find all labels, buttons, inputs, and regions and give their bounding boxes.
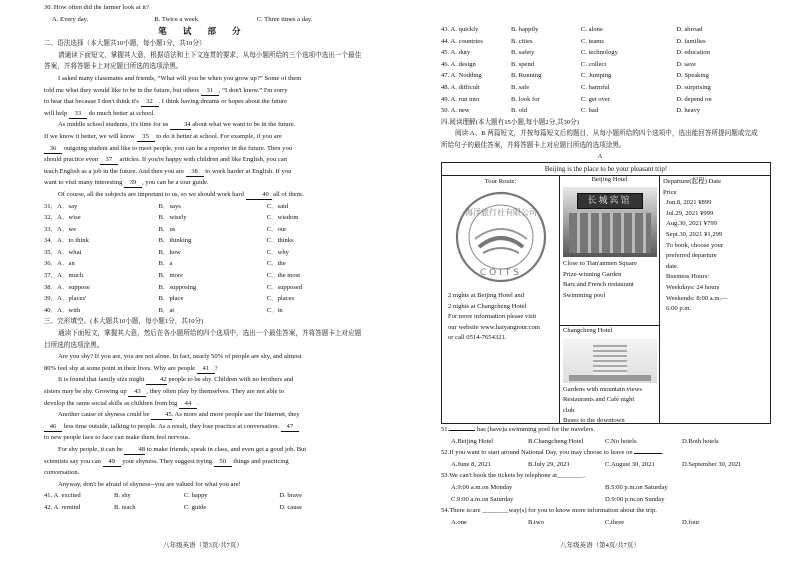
option-row <box>44 490 362 502</box>
option: 39．A．places' <box>44 295 87 303</box>
option: 44. A. countries <box>441 37 483 45</box>
text: to make friends, speak in class, and even get a good job. But <box>145 445 307 453</box>
changcheng-hotel-features <box>560 385 659 427</box>
option-row <box>44 201 362 213</box>
info-line: 2 nights at Beijing Hotel and <box>448 292 525 299</box>
text: less time outside, talking to people. As a result, they lose practice at conversation. <box>62 422 281 430</box>
info-line: 6:00 p.m. <box>666 305 692 313</box>
cloze-paragraph-4 <box>44 444 362 479</box>
option-row <box>441 24 759 36</box>
option: C. collect <box>580 60 607 68</box>
option: B．at <box>158 306 175 314</box>
option-row <box>44 305 362 317</box>
info-line: Prize-winning Garden <box>563 270 622 278</box>
text: articles. If you're happy with children and like English, you can <box>117 156 287 164</box>
section-title: 笔 试 部 分 <box>158 26 248 37</box>
info-line: Restaurants and Café night <box>563 396 635 404</box>
option: C. harmful <box>580 83 610 91</box>
paragraph-line <box>44 108 362 120</box>
part4-instructions: 阅读 A、B 两篇短文，并按每篇短文后的题目，从每小题所给的四个选项中，选出能回答所提问题或完成所给句子的最佳答案，并将答题卡上对应题目所选的选项涂黑。 <box>441 130 758 149</box>
answer-blank: 38 <box>186 167 204 177</box>
text: to do it better at school. For example, if you are <box>154 132 282 140</box>
option: B. safe <box>510 83 530 91</box>
answer-blank: 39 <box>124 178 142 188</box>
beijing-hotel-photo <box>563 187 657 257</box>
text: 51. <box>441 426 450 433</box>
option: D. surprising <box>676 83 711 91</box>
info-line: 2 nights at Changcheng Hotel <box>448 302 527 310</box>
option: B.July 29, 2021 <box>528 460 570 468</box>
answer-blank: 48 <box>124 445 145 455</box>
option-row <box>441 59 759 71</box>
option: 38．A．suppose <box>44 283 90 291</box>
paragraph-line <box>44 143 362 155</box>
tour-route-column <box>442 175 560 423</box>
text: scientists say you can <box>44 457 103 465</box>
paragraph-line <box>44 85 362 97</box>
departure-heading: Departure(起程) Date <box>663 178 722 185</box>
option: D.Both hotels <box>682 437 719 445</box>
option: 45. A. duty <box>441 49 471 57</box>
option: B. spend <box>510 60 535 68</box>
text: Another cause of shyness could be <box>58 411 152 419</box>
option: 37．A．much <box>44 272 84 280</box>
option: D. education <box>676 49 710 57</box>
answer-blank: 33 <box>69 109 87 119</box>
text: . <box>662 449 664 457</box>
changcheng-hotel-photo <box>563 339 657 383</box>
info-line: our website www.haiyangtour.com <box>448 323 540 331</box>
cloze-paragraph-3 <box>44 409 362 444</box>
option: B．says <box>158 202 181 210</box>
option-row <box>441 47 759 59</box>
option: C.No hotels <box>605 437 637 445</box>
option: 40．A．with <box>44 306 81 314</box>
text: develop the same social skills as children from big <box>44 399 179 407</box>
text: . As more and more people use the Internet, they <box>171 411 300 419</box>
option-row <box>441 94 759 106</box>
option-row <box>44 282 362 294</box>
q52-stem <box>441 447 759 459</box>
answer-blank: 41 <box>197 364 215 374</box>
option: A.9:00 a.m.on Monday <box>451 483 513 491</box>
option: 50. A. new <box>441 107 470 115</box>
price-list <box>663 198 769 240</box>
paragraph-line <box>44 177 362 189</box>
info-line: Bars and French restaurant <box>563 281 634 289</box>
option: C．the most <box>266 272 301 280</box>
q52-options <box>441 459 759 471</box>
option: C．said <box>266 202 289 210</box>
q53-options <box>441 494 759 506</box>
text: 52.If you want to start around National Day, you may choose to leave on <box>441 449 635 457</box>
text: do much better at school. <box>86 109 156 117</box>
departure-column <box>660 175 772 423</box>
option: B. teach <box>113 503 136 511</box>
text: If we know it better, we will know <box>44 132 137 140</box>
page-footer: 八年级英语（第4页/共7页） <box>560 542 640 550</box>
answer-blank: 35 <box>137 132 155 142</box>
option: B.two <box>528 518 544 526</box>
option-row <box>44 270 362 282</box>
text: 80% feel shy at some point in their lives. Why are people <box>44 364 197 372</box>
stamp-text: 海洋旅行社有限公司 <box>465 208 537 217</box>
text: . <box>196 399 199 407</box>
grammar-options <box>44 201 362 317</box>
text: teach English as a job in the future. And then you are <box>44 167 186 175</box>
info-line: Jul.29, 2021 ¥999 <box>666 209 714 217</box>
text: sisters may be shy. Growing up <box>44 388 129 395</box>
option: D. cause <box>279 503 302 511</box>
info-line: Swimming pool <box>563 291 606 299</box>
option-row <box>441 82 759 94</box>
text: Of course, all the subjects are important to us, so we should work hard <box>58 190 246 198</box>
option: C．wisdom <box>266 214 299 222</box>
option: A.one <box>451 518 467 526</box>
price-label: Price <box>663 188 677 196</box>
option: 47. A. Nodding <box>441 72 482 80</box>
info-line: Weekends: 8:00 a.m.— <box>666 294 728 302</box>
beijing-hotel-features <box>560 259 659 301</box>
paragraph-line <box>44 363 362 375</box>
text: to hear that because I don't think it's <box>44 98 141 106</box>
q54-stem: 54.There is/are ________way(s) for you to know more information about the trip. <box>441 507 657 515</box>
option: C．why <box>266 248 289 256</box>
text: will help <box>44 109 69 117</box>
q51-options <box>441 436 759 448</box>
cloze-paragraph-1 <box>44 351 362 374</box>
option: C．the <box>266 260 286 268</box>
text: ? <box>214 364 218 372</box>
answer-blank: 37 <box>100 155 118 165</box>
paragraph-line <box>44 73 362 85</box>
text: conversation. <box>44 469 80 477</box>
text: , they often play by themselves. They are not able to <box>146 388 285 395</box>
option: 33．A．we <box>44 225 77 233</box>
info-line: Business Hours: <box>666 273 710 281</box>
paragraph-line <box>44 444 362 456</box>
option: 31．A．say <box>44 202 78 210</box>
answer-blank: 32 <box>141 97 159 107</box>
paragraph-line <box>44 351 362 363</box>
option: C. Jumping <box>580 72 612 80</box>
answer-blank: 34 <box>170 120 191 130</box>
answer-blank: 36 <box>44 144 62 154</box>
text: For shy people, it can be <box>58 445 125 453</box>
changcheng-hotel-cell <box>560 325 659 427</box>
answer-blank: 50 <box>214 457 232 467</box>
option: B．a <box>158 260 173 268</box>
text: outgoing student and like to meet people, you can be a reporter in the future. Then you <box>62 144 293 152</box>
option: B.5:00 p.m.on Saturday <box>605 483 668 491</box>
q51-stem <box>441 424 759 436</box>
option: C．places <box>266 295 295 303</box>
paragraph-line <box>44 398 362 410</box>
option: 32．A．wise <box>44 214 81 222</box>
ad-title: Beijing is the place to be your pleasant trip! <box>442 163 770 176</box>
option: D.September 30, 2021 <box>682 460 742 468</box>
text: As middle school students, it's time for us <box>58 121 170 129</box>
option: C.August 30, 2021 <box>605 460 655 468</box>
info-line: Aug.30, 2021 ¥799 <box>666 220 717 228</box>
booking-info <box>663 241 769 273</box>
answer-blank <box>449 430 475 431</box>
option-row <box>44 224 362 236</box>
option: C. get over <box>580 95 611 103</box>
paragraph-line <box>44 374 362 386</box>
info-line: Sept.30, 2021 ¥1,299 <box>666 230 723 238</box>
option: C. bad <box>580 107 599 115</box>
text: Are you shy? If you are, you are not alone. In fact, nearly 50% of people are shy, and almost <box>58 353 302 361</box>
passage-label: A <box>597 152 603 160</box>
option-row <box>44 502 362 514</box>
paragraph-line <box>44 119 362 131</box>
text: to new people face to face can make them feel nervous. <box>44 434 191 442</box>
option: C. technology <box>580 49 618 57</box>
grammar-paragraph-1 <box>44 73 362 119</box>
option: D. save <box>676 60 697 68</box>
text: things and practicing <box>231 457 289 465</box>
option: C．thinks <box>266 237 294 245</box>
text: has (have)a swimming pool for the travelers. <box>475 426 595 433</box>
option: 35．A．what <box>44 248 82 256</box>
paragraph-line <box>44 154 362 166</box>
text: told me what they would like to be in the future, but others <box>44 86 201 94</box>
text: people to be shy. Children with no brothers and <box>166 376 294 384</box>
option-row <box>441 70 759 82</box>
text: your shyness. They suggest trying <box>120 457 214 465</box>
beijing-hotel-heading: Beijing Hotel <box>591 176 628 183</box>
text: should practice even <box>44 156 100 164</box>
option: D.9:00 p.m.on Sunday <box>605 495 665 503</box>
travel-advertisement <box>441 162 771 424</box>
q30-stem: 30. How often did the farmer look at it? <box>44 4 149 11</box>
text: all of them. <box>271 190 304 198</box>
text: , “I don't know.” I'm sorry <box>218 86 288 94</box>
text: want to visit many interesting <box>44 179 125 187</box>
info-line: Jun.8, 2021 ¥899 <box>666 199 712 207</box>
paragraph-line <box>44 421 362 433</box>
option: B．how <box>158 248 181 256</box>
option: 36．A．an <box>44 260 75 268</box>
cloze-paragraph-2 <box>44 374 362 409</box>
grammar-paragraph-3 <box>44 189 362 201</box>
paragraph-line <box>44 131 362 143</box>
answer-blank: 40 <box>246 190 272 200</box>
reading-questions <box>441 424 759 528</box>
option-row <box>441 105 759 117</box>
option: D. abroad <box>676 26 703 33</box>
answer-blank: 31 <box>201 86 219 96</box>
answer-blank: 47 <box>281 422 299 432</box>
option: D. depend on <box>676 95 712 103</box>
option-row <box>441 36 759 48</box>
option: B. Twice a week. <box>154 15 200 23</box>
option: B. happily <box>510 26 539 33</box>
info-line: Gardens with mountain views <box>563 385 642 393</box>
info-line: preferred departure <box>666 252 717 260</box>
option: B. look for <box>510 95 540 103</box>
option: B．more <box>158 272 184 280</box>
tour-route-heading: Tour Route: <box>484 178 517 185</box>
option: C.9:00 a.m.on Saturday <box>451 495 514 503</box>
option: C.three <box>605 518 625 526</box>
text: to work harder at English. If you <box>203 167 292 175</box>
info-line: Close to Tian'anmen Square <box>563 260 637 267</box>
part3-instructions: 通读下面短文，掌握其大意，然后在各小题所给的四个选项中，选出一个最佳答案，并将答题卡上对应题目所选的选项涂黑。 <box>44 330 362 349</box>
option: 41. A. excited <box>44 492 81 500</box>
answer-blank: 44 <box>179 399 197 409</box>
option: C. happy <box>183 492 208 500</box>
q53-stem: 53.We can't book the tickets by telephone at________. <box>441 472 586 480</box>
answer-blank: 42 <box>146 375 167 385</box>
option: D. families <box>676 37 706 45</box>
grammar-paragraph-2 <box>44 119 362 189</box>
info-line: or call 0514-7654321. <box>448 334 507 342</box>
option-row <box>44 235 362 247</box>
option: B. safety <box>510 49 535 57</box>
left-page <box>44 0 362 564</box>
part2-heading: 二、语法选择（本大题共10小题，每小题1分，共10分） <box>44 40 206 48</box>
info-line: Buses to the downtown <box>563 417 625 425</box>
option-row <box>44 258 362 270</box>
option: C. alone <box>580 26 603 33</box>
info-line: Weekdays: 24 hours <box>666 283 720 291</box>
part3-heading: 三、完形填空。(本大题共10小题，每小题1分，共10分) <box>44 318 204 326</box>
q54-options <box>441 517 759 529</box>
option: B. Running <box>510 72 542 80</box>
answer-blank <box>634 453 662 454</box>
cloze-paragraph-5: Anyway, don't be afraid of shyness--you are valued for what you are! <box>58 480 241 488</box>
answer-blank: 49 <box>103 457 121 467</box>
hotel-sign: 长城宾馆 <box>577 193 643 209</box>
paragraph-line <box>44 456 362 468</box>
paragraph-line <box>44 432 362 444</box>
part4-heading: 四.阅读理解(本大题有15小题,每小题2分,共30分) <box>441 118 579 126</box>
travel-agency-stamp <box>445 189 557 285</box>
text: I asked many classmates and friends, “What will you be when you grow up?” Some of them <box>58 74 302 82</box>
option: C．our <box>266 225 287 233</box>
option: B．thinking <box>158 237 192 245</box>
info-line: date. <box>666 262 679 270</box>
option: B．wisely <box>158 214 187 222</box>
business-hours <box>663 272 769 314</box>
option-row <box>44 247 362 259</box>
option: 42. A. remind <box>44 503 81 511</box>
text: about what we want to be in the future. <box>190 121 296 129</box>
text: . I think having dreams or hopes about the future <box>158 98 288 106</box>
cloze-options <box>44 490 362 513</box>
paragraph-line <box>44 166 362 178</box>
paragraph-line <box>44 96 362 108</box>
cloze-options <box>441 24 759 117</box>
option: D. heavy <box>676 107 701 115</box>
option: A. Every day. <box>52 15 89 23</box>
option: 34．A．to think <box>44 237 89 245</box>
option: C．in <box>266 306 283 314</box>
option: 43. A. quickly <box>441 26 479 33</box>
info-line: club <box>563 406 575 414</box>
option: 46. A. design <box>441 60 476 68</box>
option: B. shy <box>113 492 131 500</box>
option: A.Beijing Hotel <box>451 437 494 445</box>
option-row <box>44 212 362 224</box>
answer-blank: 45 <box>151 410 172 420</box>
changcheng-hotel-heading: Changcheng Hotel <box>563 327 613 334</box>
info-line: For more information please visit <box>448 313 537 321</box>
paragraph-line <box>44 386 362 398</box>
option: D.four <box>682 518 700 526</box>
text: It is found that family size might <box>58 376 147 384</box>
answer-blank: 46 <box>44 422 62 432</box>
tour-info <box>445 291 556 344</box>
option: B．place <box>158 295 184 303</box>
answer-blank: 43 <box>128 387 146 397</box>
option: D. brave <box>279 492 302 500</box>
paragraph-line <box>44 467 362 479</box>
option: C. teams <box>580 37 604 45</box>
option: A.June 8, 2021 <box>451 460 491 468</box>
part2-instructions: 请通读下面短文，掌握其大意，根据语法和上下文连贯的要求，从每小题所给的三个选项中选出一个最佳答案，并将答题卡上对应题目所选的选项涂黑。 <box>44 51 362 71</box>
text: , you can be a tour guide. <box>142 179 209 187</box>
q30-options <box>44 14 362 26</box>
page-footer: 八年级英语（第3页/共7页） <box>163 542 243 550</box>
paragraph-line <box>44 409 362 421</box>
option: B．us <box>158 225 176 233</box>
stamp-letters: COITS <box>479 268 523 278</box>
option: 48. A. difficult <box>441 83 480 91</box>
hotels-column <box>560 175 660 423</box>
q53-options <box>441 482 759 494</box>
option: B.Changcheng Hotel <box>528 437 584 445</box>
option-row <box>44 293 362 305</box>
option: 49. A. run into <box>441 95 480 103</box>
option: B．supposing <box>158 283 197 291</box>
option: C. Three times a day. <box>256 15 313 23</box>
option: B. old <box>510 107 528 115</box>
option: B. cities <box>510 37 533 45</box>
info-line: To book, choose your <box>666 241 724 249</box>
option: D. Speaking <box>676 72 709 80</box>
option: C. guide <box>183 503 207 511</box>
option: C．supposed <box>266 283 303 291</box>
